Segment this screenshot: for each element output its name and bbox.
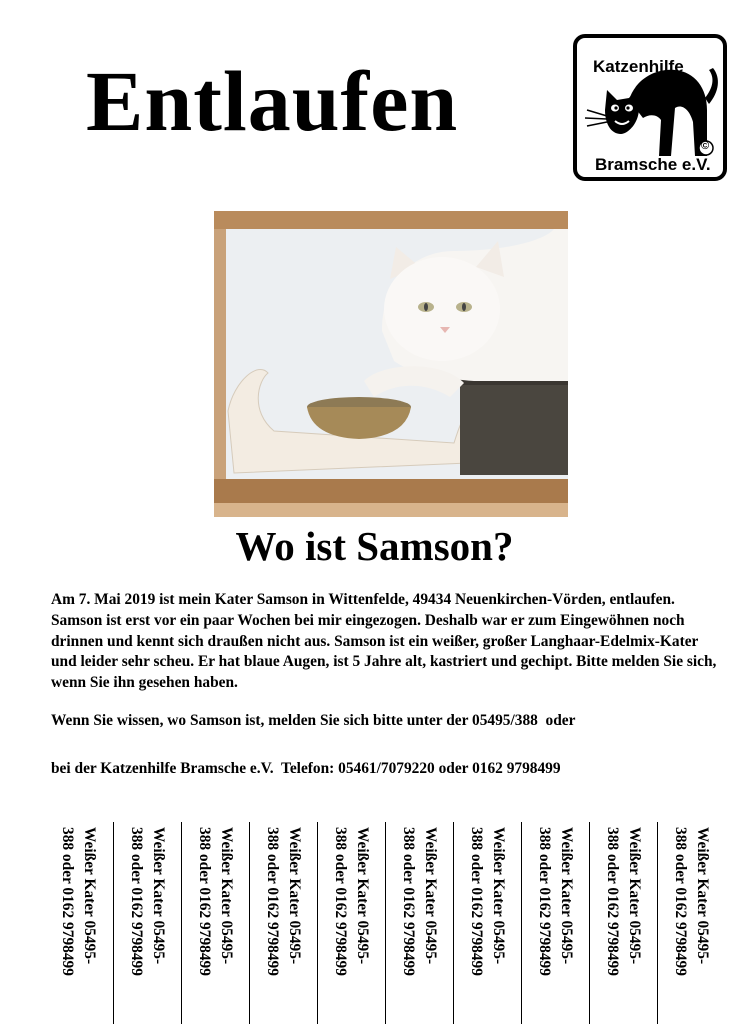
logo-top-text: Katzenhilfe	[593, 57, 684, 76]
tear-off-tab[interactable]	[45, 822, 109, 1024]
logo-bottom-text: Bramsche e.V.	[595, 155, 711, 174]
white-cat-photo	[214, 211, 568, 517]
tear-off-tab[interactable]	[657, 822, 722, 1024]
tear-off-tab[interactable]	[385, 822, 450, 1024]
tab-line-2: 388 oder 0162 9798499	[536, 827, 553, 976]
tab-line-1: Weißer Kater 05495-	[354, 827, 371, 965]
tab-line-1: Weißer Kater 05495-	[558, 827, 575, 965]
tab-line-1: Weißer Kater 05495-	[150, 827, 167, 965]
tab-line-2: 388 oder 0162 9798499	[59, 827, 76, 976]
tab-line-2: 388 oder 0162 9798499	[128, 827, 145, 976]
tab-line-1: Weißer Kater 05495-	[490, 827, 507, 965]
tab-line-1: Weißer Kater 05495-	[218, 827, 235, 965]
page-title: Entlaufen	[86, 53, 459, 149]
contact-line-katzenhilfe: bei der Katzenhilfe Bramsche e.V. Telefon: 05461/7079220 oder 0162 9798499	[51, 760, 561, 777]
copyright-mark: ©	[701, 140, 710, 152]
tab-line-2: 388 oder 0162 9798499	[332, 827, 349, 976]
katzenhilfe-logo	[573, 34, 727, 181]
tear-off-tabs	[45, 822, 725, 1024]
tab-line-2: 388 oder 0162 9798499	[264, 827, 281, 976]
tab-line-1: Weißer Kater 05495-	[694, 827, 711, 965]
description-paragraph: Am 7. Mai 2019 ist mein Kater Samson in Wittenfelde, 49434 Neuenkirchen-Vörden, entlaufen. Samson ist erst vor ein paar Wochen bei mir eingezogen. Deshalb war er zum Eingewöhnen noch drinnen und kennt sich draußen nicht aus. Samson ist ein weißer, großer Langhaar-Edelmix-Kater und leider sehr scheu. Er hat blaue Augen, ist 5 Jahre alt, kastriert und gechipt. Bitte melden Sie sich, wenn Sie ihn gesehen haben.	[51, 591, 717, 692]
tear-off-tab[interactable]	[453, 822, 518, 1024]
tab-line-2: 388 oder 0162 9798499	[468, 827, 485, 976]
tab-line-1: Weißer Kater 05495-	[422, 827, 439, 965]
tab-line-1: Weißer Kater 05495-	[286, 827, 303, 965]
tab-line-2: 388 oder 0162 9798499	[604, 827, 621, 976]
tear-off-tab[interactable]	[181, 822, 246, 1024]
headline-question: Wo ist Samson?	[235, 523, 514, 569]
tab-line-1: Weißer Kater 05495-	[81, 827, 98, 965]
tab-line-1: Weißer Kater 05495-	[626, 827, 643, 965]
tab-line-2: 388 oder 0162 9798499	[400, 827, 417, 976]
tear-off-tab[interactable]	[317, 822, 382, 1024]
contact-line-owner: Wenn Sie wissen, wo Samson ist, melden Sie sich bitte unter der 05495/388 oder	[51, 712, 576, 729]
tear-off-tab[interactable]	[249, 822, 314, 1024]
tab-line-2: 388 oder 0162 9798499	[196, 827, 213, 976]
tear-off-tab[interactable]	[589, 822, 654, 1024]
tear-off-tab[interactable]	[521, 822, 586, 1024]
tab-line-2: 388 oder 0162 9798499	[672, 827, 689, 976]
tear-off-tab[interactable]	[113, 822, 178, 1024]
